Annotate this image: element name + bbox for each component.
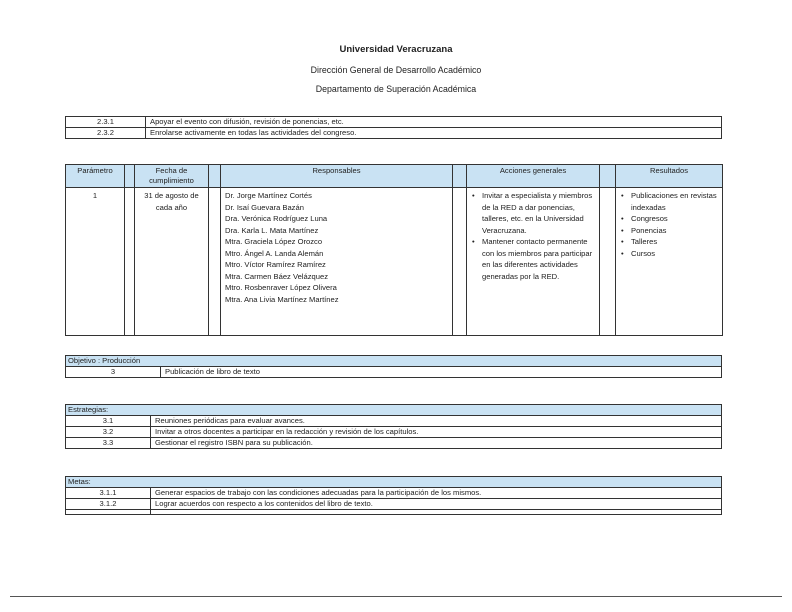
row-text: Gestionar el registro ISBN para su publicación. bbox=[151, 438, 722, 449]
header-acciones: Acciones generales bbox=[467, 165, 600, 188]
header-spacer bbox=[125, 165, 135, 188]
row-text: Publicación de libro de texto bbox=[161, 367, 722, 378]
responsable-name: Dra. Verónica Rodríguez Luna bbox=[225, 214, 328, 223]
row-text: Enrolarse activamente en todas las actividades del congreso. bbox=[146, 128, 722, 139]
row-text: Lograr acuerdos con respecto a los contenidos del libro de texto. bbox=[151, 499, 722, 510]
page-bottom-edge bbox=[10, 596, 782, 597]
table-row bbox=[66, 416, 722, 427]
goals-label: Metas: bbox=[66, 477, 722, 488]
table-row bbox=[66, 188, 723, 336]
row-text: Invitar a otros docentes a participar en la redacción y revisión de los capítulos. bbox=[151, 427, 722, 438]
table-row bbox=[66, 128, 722, 139]
parametro-value: 1 bbox=[66, 188, 125, 336]
strategies-table bbox=[65, 404, 722, 449]
responsable-name: Dr. Isaí Guevara Bazán bbox=[225, 202, 304, 212]
responsable-name: Mtro. Ángel A. Landa Alemán bbox=[225, 248, 324, 258]
acciones-list bbox=[467, 188, 600, 336]
responsable-name: Dra. Karla L. Mata Martínez bbox=[225, 225, 319, 235]
spacer-cell bbox=[600, 188, 616, 336]
header-resultados: Resultados bbox=[616, 165, 723, 188]
header-spacer bbox=[209, 165, 221, 188]
table-row bbox=[66, 499, 722, 510]
header-responsables: Responsables bbox=[221, 165, 453, 188]
row-number: 2.3.1 bbox=[66, 117, 146, 128]
table-header-row bbox=[66, 165, 723, 188]
responsable-name: Mtro. Víctor Ramírez Ramírez bbox=[225, 260, 326, 269]
table-row bbox=[66, 488, 722, 499]
responsable-name: Mtra. Ana Livia Martínez Martínez bbox=[225, 294, 339, 304]
row-number: 2.3.2 bbox=[66, 128, 146, 139]
spacer-cell bbox=[453, 188, 467, 336]
objective-table bbox=[65, 355, 722, 378]
resultados-list bbox=[616, 188, 723, 336]
row-number: 3.1.1 bbox=[66, 488, 151, 499]
empty-cell bbox=[151, 510, 722, 515]
table-row bbox=[66, 438, 722, 449]
strategies-label: Estrategias: bbox=[66, 405, 722, 416]
table-row bbox=[66, 427, 722, 438]
resultado-item: • Ponencias bbox=[631, 225, 718, 237]
spacer-cell bbox=[209, 188, 221, 336]
table-row bbox=[66, 367, 722, 378]
resultado-item: • Congresos bbox=[631, 213, 718, 225]
row-number: 3 bbox=[66, 367, 161, 378]
parameters-table bbox=[65, 164, 723, 336]
accion-item: • Invitar a especialista y miembros de la RED a dar ponencias, talleres, etc. en la Universidad Veracruzana. bbox=[482, 190, 595, 236]
objective-label: Objetivo : Producción bbox=[66, 356, 722, 367]
row-number: 3.3 bbox=[66, 438, 151, 449]
fecha-value: 31 de agosto de cada año bbox=[135, 188, 209, 336]
row-number: 3.1.2 bbox=[66, 499, 151, 510]
responsable-name: Mtra. Carmen Báez Velázquez bbox=[225, 271, 328, 281]
accion-item: • Mantener contacto permanente con los miembros para participar en las diferentes actividades generadas por la RED. bbox=[482, 236, 595, 282]
resultado-item: • Talleres bbox=[631, 236, 718, 248]
section-header-row bbox=[66, 356, 722, 367]
header-spacer bbox=[600, 165, 616, 188]
responsable-name: Mtra. Graciela López Orozco bbox=[225, 237, 323, 246]
responsable-name: Dr. Jorge Martínez Cortés bbox=[225, 191, 312, 200]
row-text: Apoyar el evento con difusión, revisión de ponencias, etc. bbox=[146, 117, 722, 128]
header-fecha: Fecha de cumplimiento bbox=[135, 165, 209, 188]
responsables-list bbox=[221, 188, 453, 336]
direction-title: Dirección General de Desarrollo Académico bbox=[310, 65, 482, 75]
university-title: Universidad Veracruzana bbox=[339, 44, 453, 55]
header-parametro: Parámetro bbox=[66, 165, 125, 188]
table-row bbox=[66, 510, 722, 515]
department-title: Departamento de Superación Académica bbox=[315, 84, 477, 94]
resultado-item: • Cursos bbox=[631, 248, 718, 260]
row-number: 3.2 bbox=[66, 427, 151, 438]
goals-table bbox=[65, 476, 722, 515]
section-header-row bbox=[66, 477, 722, 488]
empty-cell bbox=[66, 510, 151, 515]
goals-continuation-table bbox=[65, 116, 722, 139]
resultado-item: • Publicaciones en revistas indexadas bbox=[631, 190, 718, 213]
section-header-row bbox=[66, 405, 722, 416]
row-number: 3.1 bbox=[66, 416, 151, 427]
header-spacer bbox=[453, 165, 467, 188]
spacer-cell bbox=[125, 188, 135, 336]
row-text: Generar espacios de trabajo con las condiciones adecuadas para la participación de los mismos. bbox=[151, 488, 722, 499]
responsable-name: Mtro. Rosbenraver López Olivera bbox=[225, 283, 337, 292]
table-row bbox=[66, 117, 722, 128]
row-text: Reuniones periódicas para evaluar avances. bbox=[151, 416, 722, 427]
